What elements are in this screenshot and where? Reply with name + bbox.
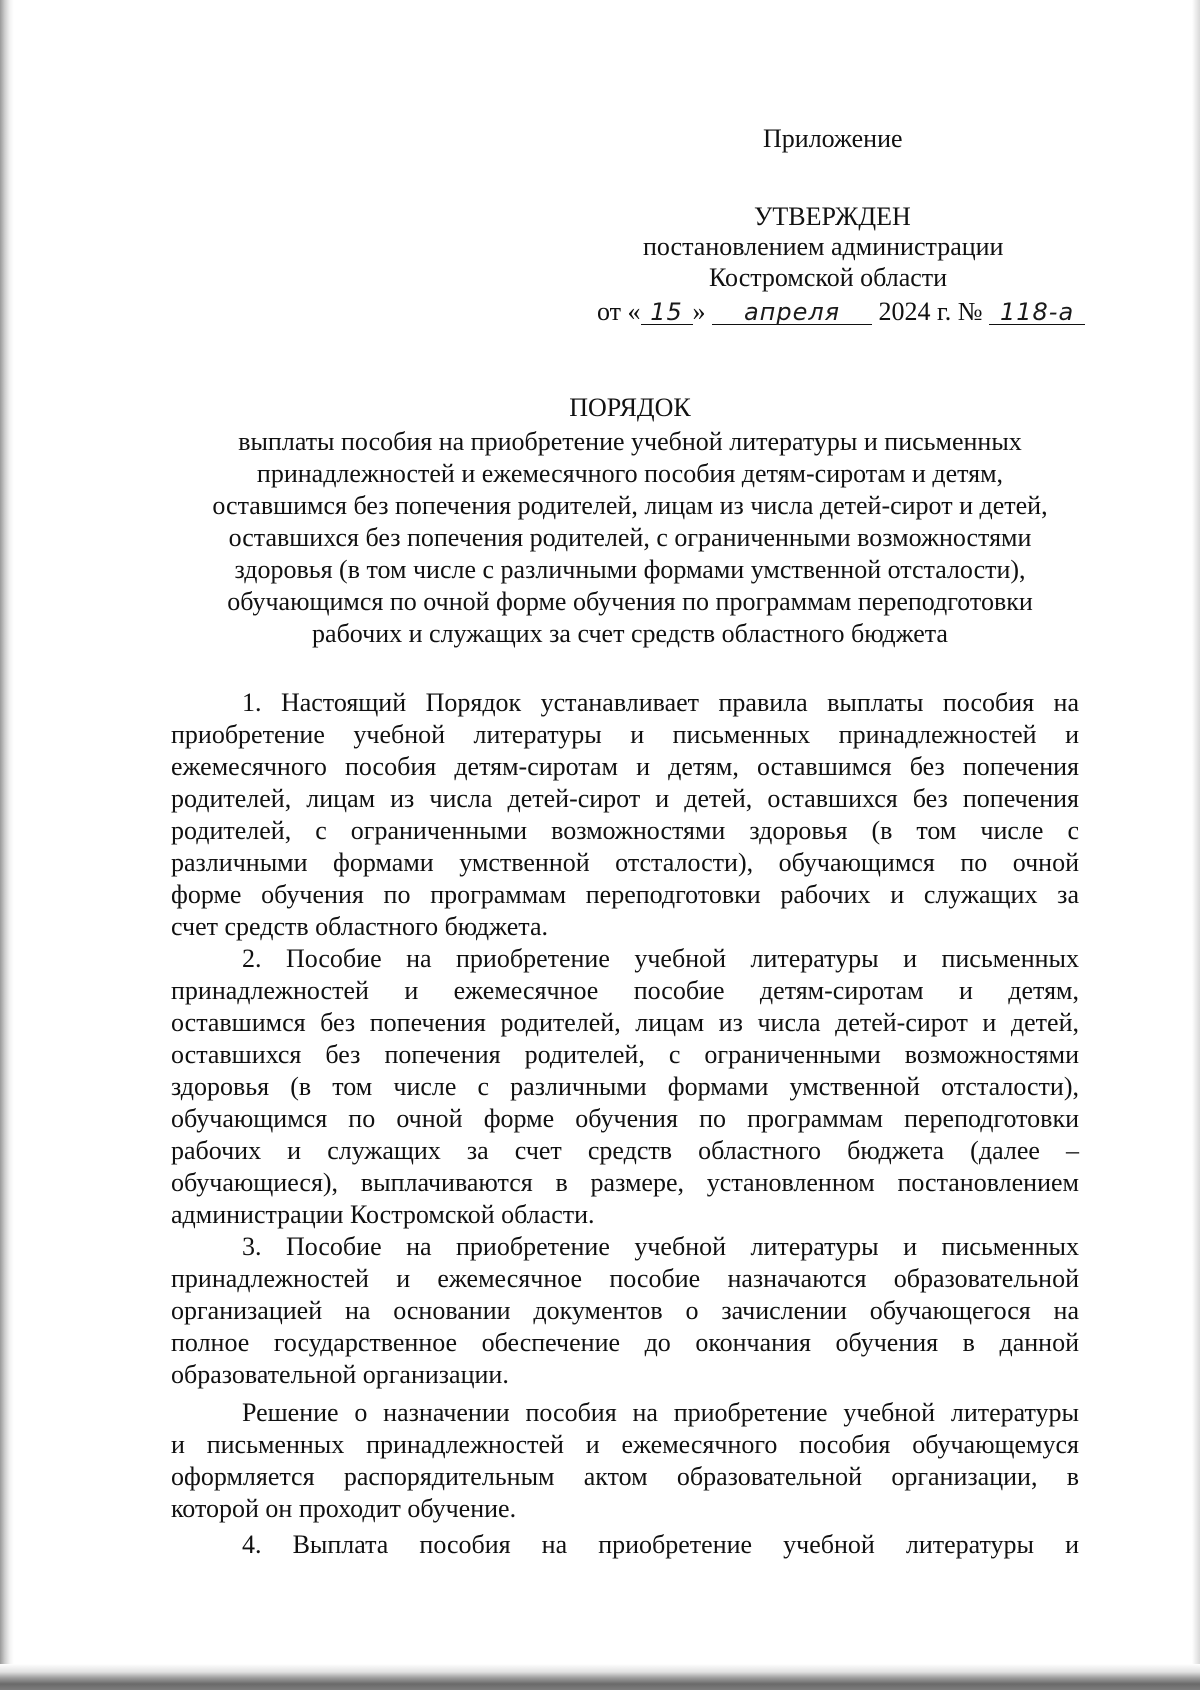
title-line: обучающимся по очной форме обучения по программам переподготовки [227,587,1033,616]
appendix-label: Приложение [763,124,903,153]
paragraph-line: обучающимся по очной форме обучения по программам переподготовки [171,1104,1079,1133]
resolution-date-line [597,297,1085,327]
title-line: рабочих и служащих за счет средств областного бюджета [312,619,948,648]
title-line: принадлежностей и ежемесячного пособия детям-сиротам и детям, [256,459,1004,488]
paragraph-line: форме обучения по программам переподготовки рабочих и служащих за [171,880,1079,909]
date-month: апреля [712,300,872,325]
paragraph-line: принадлежностей и ежемесячное пособие назначаются образовательной [171,1264,1079,1293]
scan-edge-left [0,0,14,1690]
paragraph-line: 3. Пособие на приобретение учебной литературы и письменных [242,1232,1079,1261]
paragraph-line: принадлежностей и ежемесячное пособие детям-сиротам и детям, [171,976,1079,1005]
paragraph-line: здоровья (в том числе с различными формами умственной отсталости), [171,1072,1079,1101]
resolution-number: 118-а [989,300,1085,325]
paragraph-line: родителей, с ограниченными возможностями здоровья (в том числе с [171,816,1079,845]
paragraph-line: различными формами умственной отсталости), обучающимся по очной [171,848,1079,877]
paragraph-line: оставшихся без попечения родителей, с ограниченными возможностями [171,1040,1079,1069]
approved-label: УТВЕРЖДЕН [754,202,911,231]
paragraph-line: 2. Пособие на приобретение учебной литературы и письменных [242,944,1079,973]
paragraph-line: счет средств областного бюджета. [171,912,549,941]
paragraph-line: 4. Выплата пособия на приобретение учебной литературы и [242,1530,1079,1559]
title-line: оставшихся без попечения родителей, с ограниченными возможностями [228,523,1032,552]
paragraph-line: ежемесячного пособия детям-сиротам и детям, оставшимся без попечения [171,752,1079,781]
paragraph-line: Решение о назначении пособия на приобретение учебной литературы [242,1398,1079,1427]
paragraph-line: организацией на основании документов о зачислении обучающегося на [171,1296,1079,1325]
date-prefix: от « [597,297,641,326]
paragraph-line: которой он проходит обучение. [171,1494,517,1523]
title-line: здоровья (в том числе с различными формами умственной отсталости), [234,555,1026,584]
resolution-label: постановлением администрации [643,232,1004,261]
paragraph-line: рабочих и служащих за счет средств областного бюджета (далее – [171,1136,1079,1165]
scan-edge-right [1192,0,1200,1690]
paragraph-line: оставшимся без попечения родителей, лицам из числа детей-сирот и детей, [171,1008,1079,1037]
paragraph-line: приобретение учебной литературы и письменных принадлежностей и [171,720,1079,749]
scan-edge-bottom [0,1664,1200,1690]
date-mid: » [692,297,706,326]
region-label: Костромской области [709,263,948,292]
title-line: оставшимся без попечения родителей, лицам из числа детей-сирот и детей, [212,491,1048,520]
paragraph-line: и письменных принадлежностей и ежемесячного пособия обучающемуся [171,1430,1079,1459]
paragraph-line: обучающиеся), выплачиваются в размере, установленном постановлением [171,1168,1079,1197]
paragraph-line: администрации Костромской области. [171,1200,595,1229]
title-line: выплаты пособия на приобретение учебной литературы и письменных [238,427,1022,456]
paragraph-line: родителей, лицам из числа детей-сирот и детей, оставшихся без попечения [171,784,1079,813]
paragraph-line: образовательной организации. [171,1360,509,1389]
paragraph-line: 1. Настоящий Порядок устанавливает правила выплаты пособия на [242,688,1079,717]
paragraph-line: оформляется распорядительным актом образовательной организации, в [171,1462,1079,1491]
date-year: 2024 г. № [878,297,983,326]
paragraph-line: полное государственное обеспечение до окончания обучения в данной [171,1328,1079,1357]
date-day: 15 [641,300,693,325]
document-heading: ПОРЯДОК [569,393,691,422]
